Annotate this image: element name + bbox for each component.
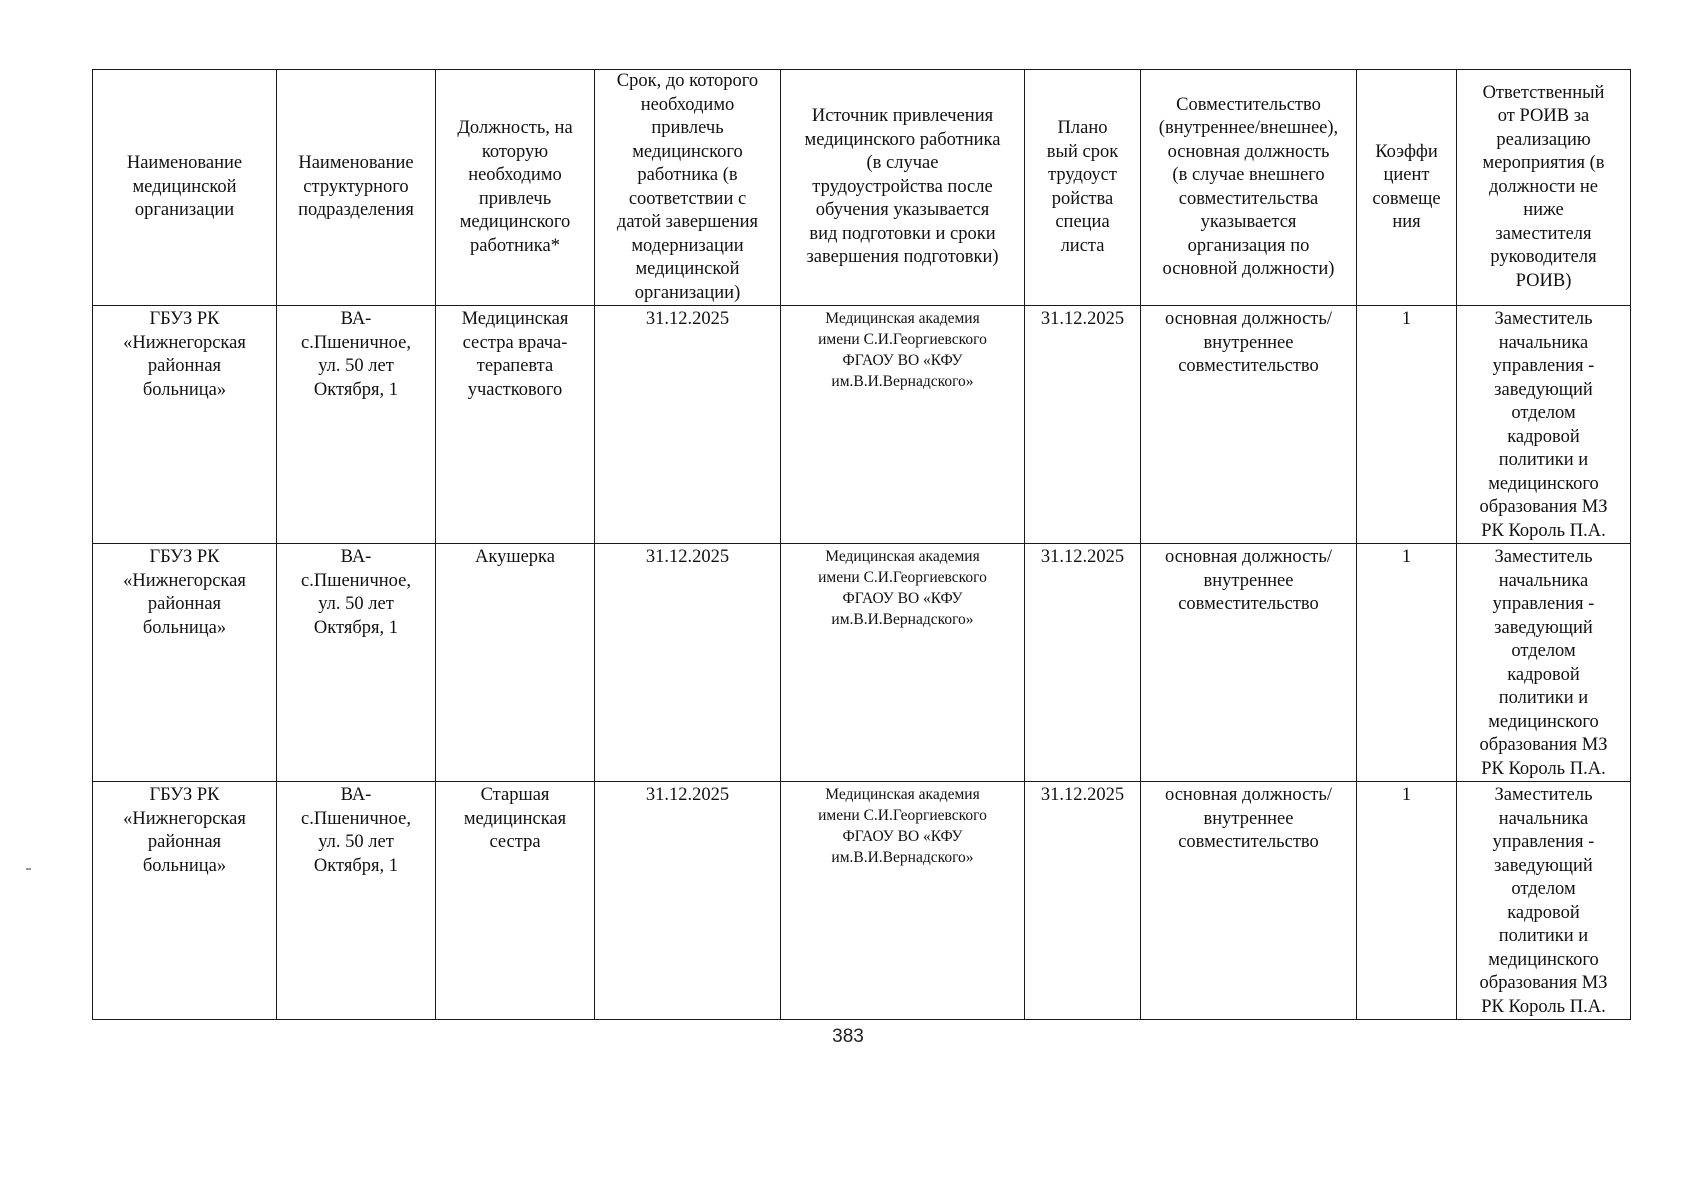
cell-source: Медицинская академия имени С.И.Георгиевского ФГАОУ ВО «КФУ им.В.И.Вернадского» — [781, 544, 1025, 782]
header-responsible: Ответственный от РОИВ за реализацию мероприятия (в должности не ниже заместителя руководителя РОИВ) — [1457, 70, 1631, 306]
cell-position: Медицинская сестра врача- терапевта участкового — [436, 306, 595, 544]
cell-subdivision: ВА- с.Пшеничное, ул. 50 лет Октября, 1 — [277, 306, 436, 544]
header-combination-main: Совместительство (внутреннее/внешнее), основная должность (в случае внешнего совместительства указывается организация по основной должности) — [1158, 94, 1339, 279]
header-coefficient: Коэффи циент совмеще ния — [1357, 70, 1457, 306]
cell-deadline: 31.12.2025 — [595, 306, 781, 544]
header-subdivision: Наименование структурного подразделения — [277, 70, 436, 306]
cell-responsible: Заместитель начальника управления - заведующий отделом кадровой политики и медицинского образования МЗ РК Король П.А. — [1457, 544, 1631, 782]
header-planned-date: Плано вый срок трудоуст ройства специа листа — [1025, 70, 1141, 306]
cell-deadline: 31.12.2025 — [595, 544, 781, 782]
cell-subdivision: ВА- с.Пшеничное, ул. 50 лет Октября, 1 — [277, 544, 436, 782]
cell-position: Старшая медицинская сестра — [436, 782, 595, 1020]
cell-source: Медицинская академия имени С.И.Георгиевского ФГАОУ ВО «КФУ им.В.И.Вернадского» — [781, 306, 1025, 544]
cell-organization: ГБУЗ РК «Нижнегорская районная больница» — [93, 306, 277, 544]
table-row — [93, 306, 1631, 544]
cell-subdivision: ВА- с.Пшеничное, ул. 50 лет Октября, 1 — [277, 782, 436, 1020]
cell-coefficient: 1 — [1357, 782, 1457, 1020]
cell-planned-date: 31.12.2025 — [1025, 306, 1141, 544]
cell-responsible: Заместитель начальника управления - заведующий отделом кадровой политики и медицинского образования МЗ РК Король П.А. — [1457, 306, 1631, 544]
staffing-table — [92, 69, 1631, 1020]
cell-position: Акушерка — [436, 544, 595, 782]
cell-coefficient: 1 — [1357, 306, 1457, 544]
header-row — [93, 70, 1631, 306]
cell-combination: основная должность/ внутреннее совместительство — [1141, 306, 1357, 544]
cell-organization: ГБУЗ РК «Нижнегорская районная больница» — [93, 782, 277, 1020]
cell-planned-date: 31.12.2025 — [1025, 544, 1141, 782]
header-position: Должность, на которую необходимо привлечь медицинского работника* — [436, 70, 595, 306]
page-number: 383 — [832, 1026, 864, 1047]
table-row — [93, 544, 1631, 782]
scan-speck — [26, 868, 31, 870]
cell-combination: основная должность/ внутреннее совместительство — [1141, 782, 1357, 1020]
table-row — [93, 782, 1631, 1020]
header-organization: Наименование медицинской организации — [93, 70, 277, 306]
cell-source: Медицинская академия имени С.И.Георгиевского ФГАОУ ВО «КФУ им.В.И.Вернадского» — [781, 782, 1025, 1020]
header-source: Источник привлечения медицинского работника (в случае трудоустройства после обучения указывается вид подготовки и сроки завершения подготовки) — [781, 70, 1025, 306]
cell-coefficient: 1 — [1357, 544, 1457, 782]
cell-combination: основная должность/ внутреннее совместительство — [1141, 544, 1357, 782]
cell-planned-date: 31.12.2025 — [1025, 782, 1141, 1020]
cell-deadline: 31.12.2025 — [595, 782, 781, 1020]
header-combination — [1141, 70, 1357, 306]
cell-responsible: Заместитель начальника управления - заведующий отделом кадровой политики и медицинского образования МЗ РК Король П.А. — [1457, 782, 1631, 1020]
header-deadline: Срок, до которого необходимо привлечь медицинского работника (в соответствии с датой завершения модернизации медицинской организации) — [595, 70, 781, 306]
cell-organization: ГБУЗ РК «Нижнегорская районная больница» — [93, 544, 277, 782]
